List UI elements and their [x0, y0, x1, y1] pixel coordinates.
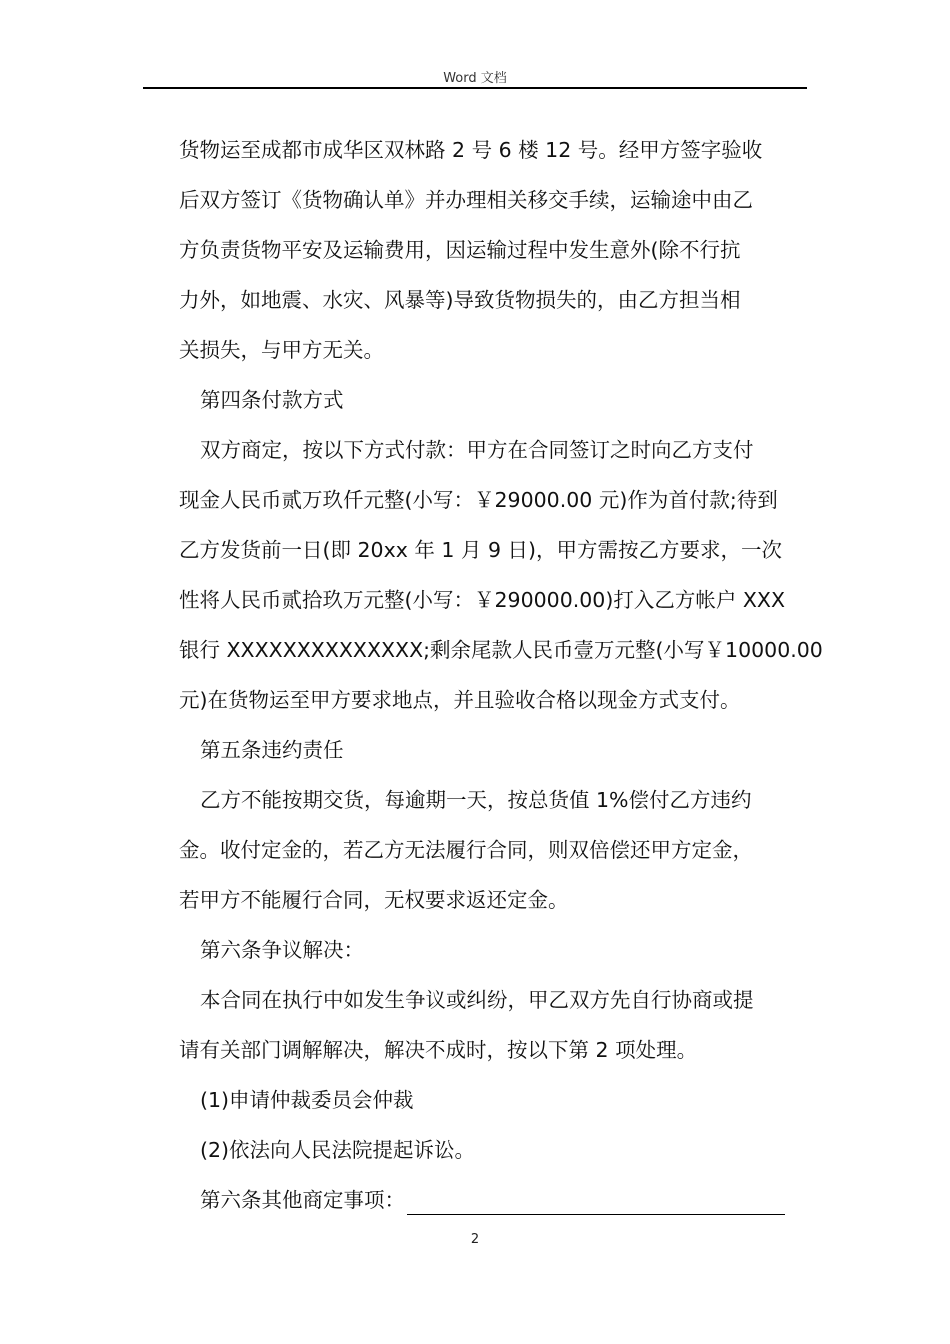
- body-line: 银行 XXXXXXXXXXXXXX;剩余尾款人民币壹万元整(小写￥10000.00: [179, 638, 823, 662]
- body-line: 乙方不能按期交货，每逾期一天，按总货值 1%偿付乙方违约: [200, 788, 752, 812]
- list-item: (2)依法向人民法院提起诉讼。: [200, 1138, 476, 1162]
- body-line: 货物运至成都市成华区双林路 2 号 6 楼 12 号。经甲方签字验收: [179, 138, 763, 162]
- other-matters-label: 第六条其他商定事项：: [200, 1188, 405, 1212]
- section-heading-payment: 第四条付款方式: [200, 388, 344, 412]
- section-heading-other: [179, 1175, 809, 1225]
- body-line: 乙方发货前一日(即 20xx 年 1 月 9 日)，甲方需按乙方要求，一次: [179, 538, 783, 562]
- body-line: 现金人民币贰万玖仟元整(小写：￥29000.00 元)作为首付款;待到: [179, 488, 778, 512]
- body-line: 关损失，与甲方无关。: [179, 338, 384, 362]
- body-line: 力外，如地震、水灾、风暴等)导致货物损失的，由乙方担当相: [179, 288, 741, 312]
- body-line: 双方商定，按以下方式付款：甲方在合同签订之时向乙方支付: [200, 438, 754, 462]
- body-line: 元)在货物运至甲方要求地点，并且验收合格以现金方式支付。: [179, 688, 741, 712]
- list-item: (1)申请仲裁委员会仲裁: [200, 1088, 414, 1112]
- body-line: 方负责货物平安及运输费用，因运输过程中发生意外(除不行抗: [179, 238, 741, 262]
- body-line: 本合同在执行中如发生争议或纠纷，甲乙双方先自行协商或提: [200, 988, 754, 1012]
- body-line: 后双方签订《货物确认单》并办理相关移交手续，运输途中由乙: [179, 188, 753, 212]
- header-divider: [143, 87, 807, 89]
- body-line: 若甲方不能履行合同，无权要求返还定金。: [179, 888, 569, 912]
- document-body: [179, 125, 823, 1225]
- section-heading-breach: 第五条违约责任: [200, 738, 344, 762]
- fill-in-blank-line: [407, 1184, 785, 1215]
- section-heading-dispute: 第六条争议解决：: [200, 938, 364, 962]
- page-number: 2: [470, 1232, 480, 1247]
- body-line: 金。收付定金的，若乙方无法履行合同，则双倍偿还甲方定金，: [179, 838, 753, 862]
- page-header-title: Word 文档: [443, 71, 507, 86]
- body-line: 请有关部门调解解决，解决不成时，按以下第 2 项处理。: [179, 1038, 698, 1062]
- body-line: 性将人民币贰拾玖万元整(小写：￥290000.00)打入乙方帐户 XXX: [179, 588, 785, 612]
